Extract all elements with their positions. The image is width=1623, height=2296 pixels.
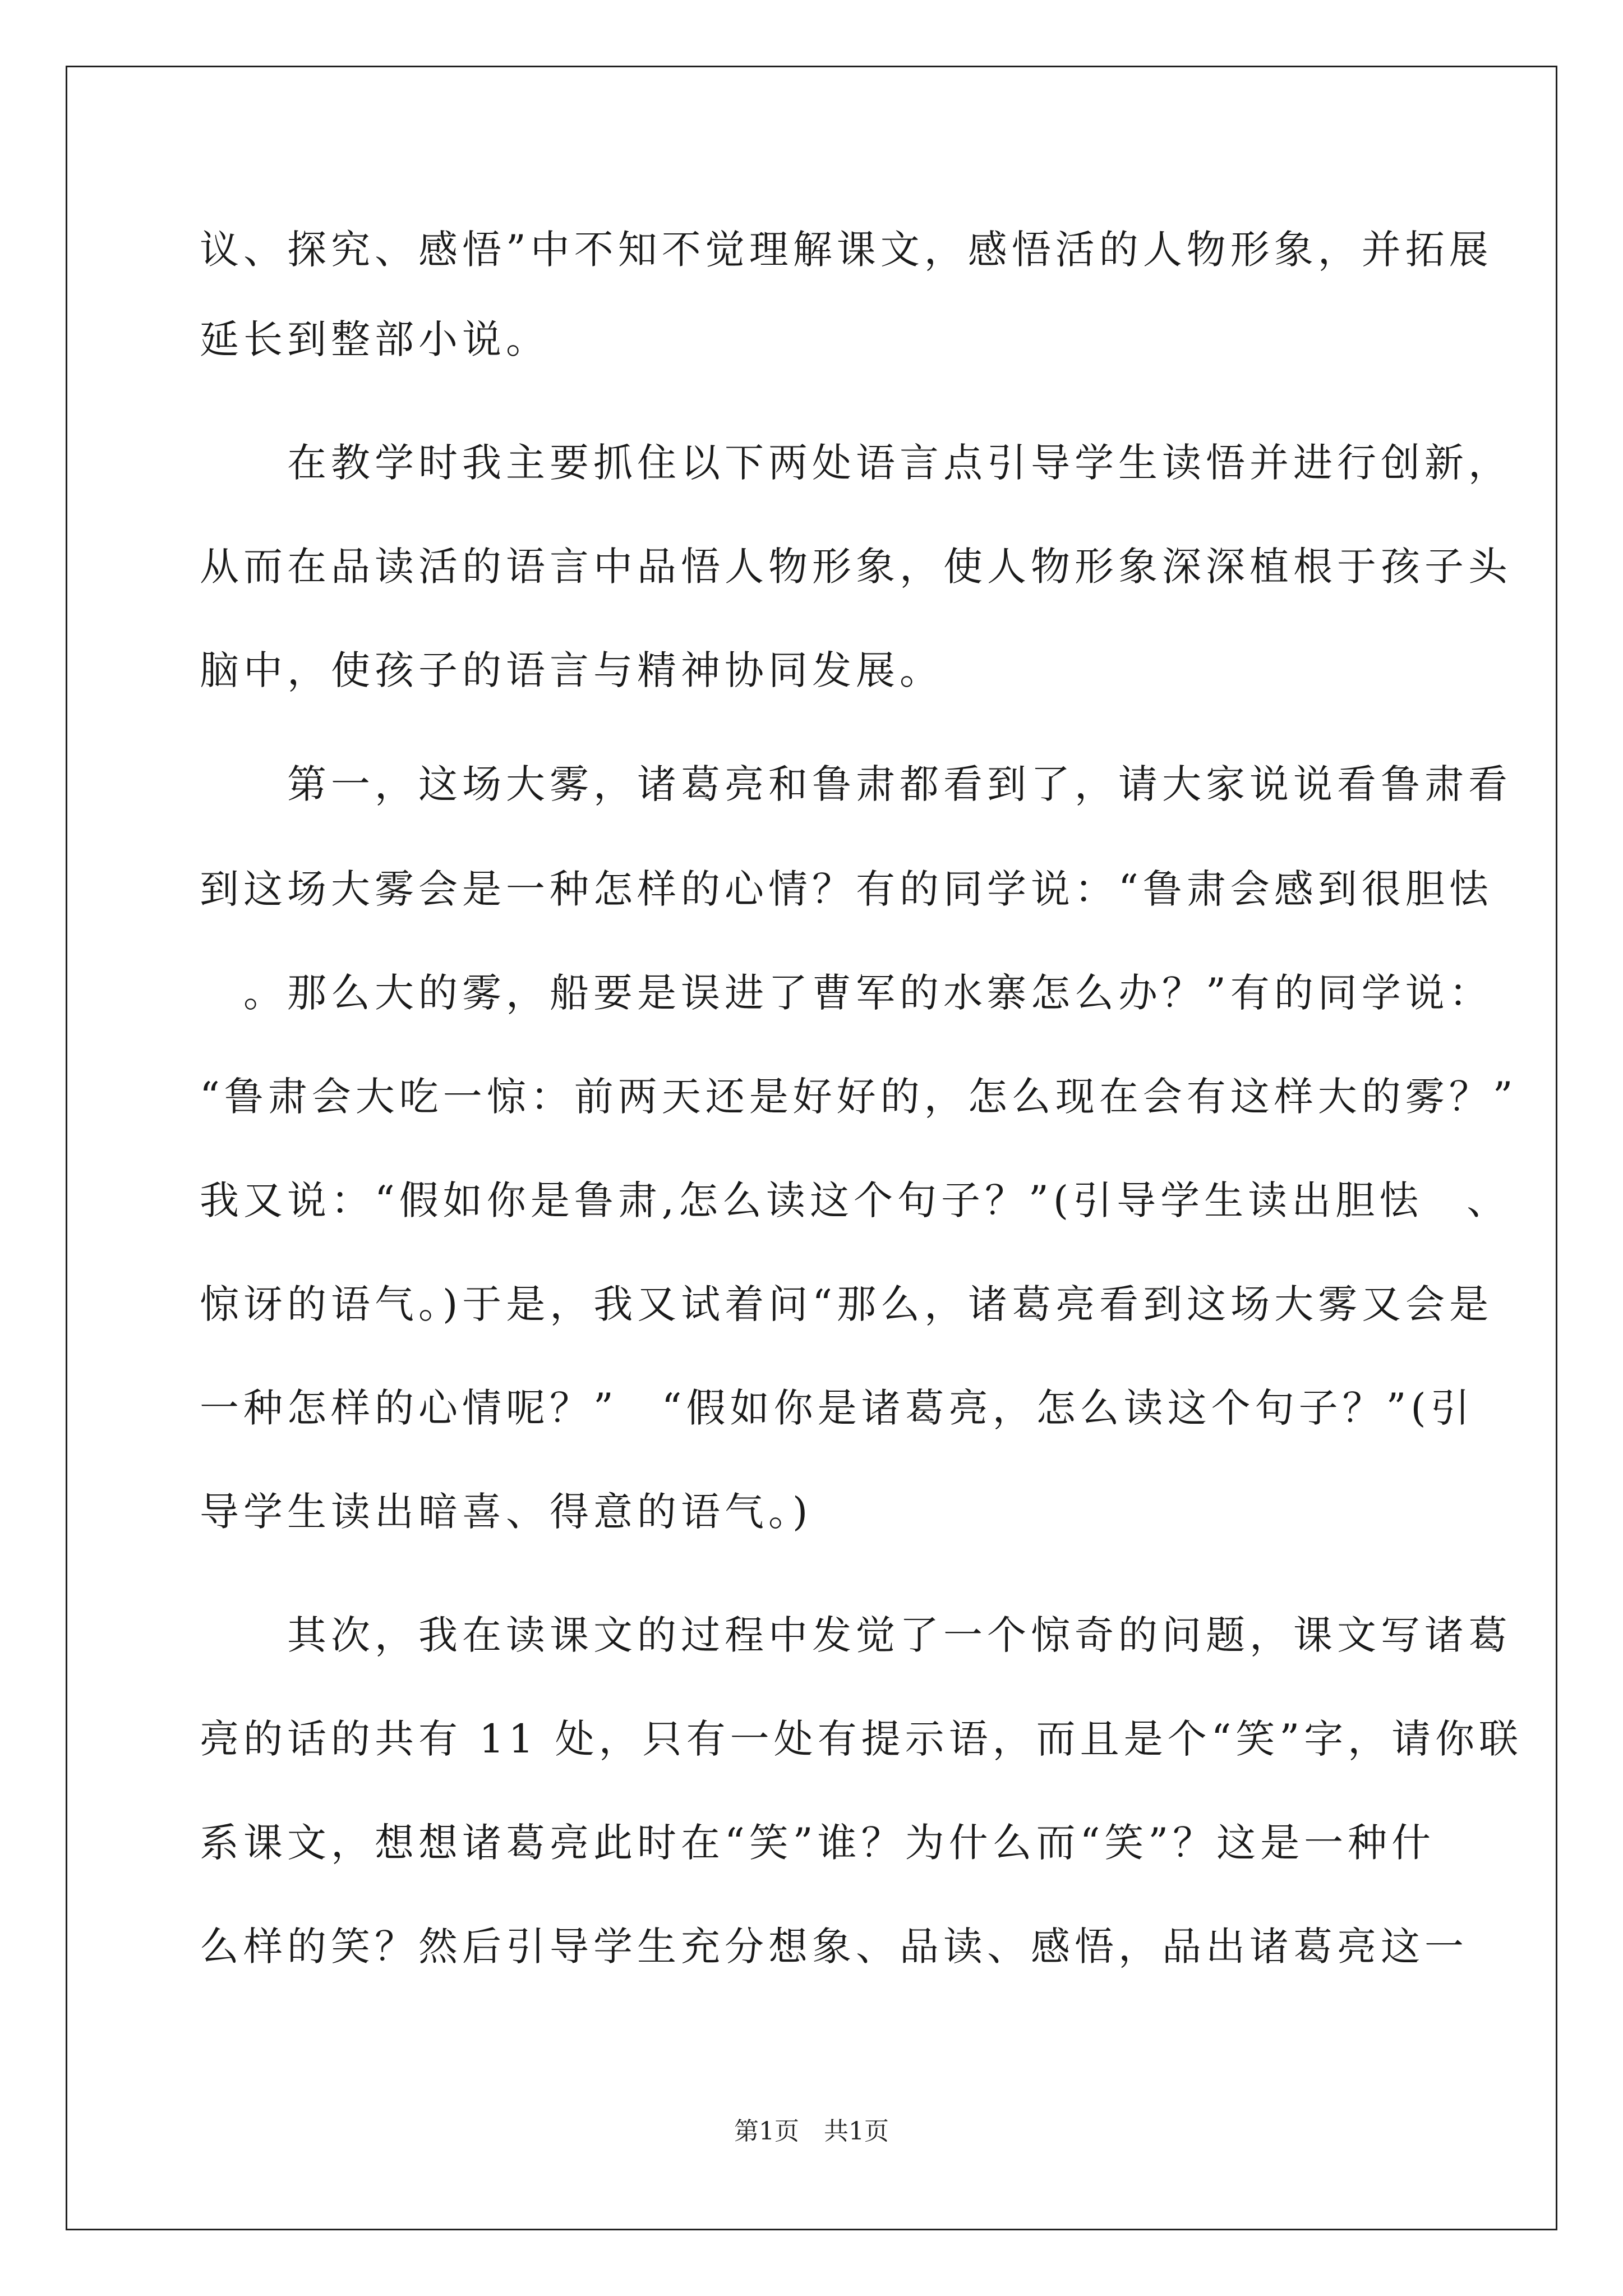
text-line: 导学生读出暗喜、得意的语气。) <box>200 1489 813 1535</box>
page-number-footer: 第1页 共1页 <box>734 2117 889 2146</box>
page-border <box>66 66 1557 2230</box>
text-line: 惊讶的语气。)于是，我又试着问“那么，诸葛亮看到这场大雾又会是 <box>200 1281 1493 1327</box>
text-line: 么样的笑？然后引导学生充分想象、品读、感悟，品出诸葛亮这一 <box>200 1924 1468 1970</box>
text-line: 其次，我在读课文的过程中发觉了一个惊奇的问题，课文写诸葛 <box>200 1612 1512 1658</box>
text-line: 。那么大的雾，船要是误进了曹军的水寨怎么办？”有的同学说： <box>200 970 1493 1016</box>
text-line: 第一，这场大雾，诸葛亮和鲁肃都看到了，请大家说说看鲁肃看 <box>200 761 1512 807</box>
text-line: 在教学时我主要抓住以下两处语言点引导学生读悟并进行创新， <box>200 440 1512 486</box>
text-line: 系课文，想想诸葛亮此时在“笑”谁？为什么而“笑”？这是一种什 <box>200 1820 1436 1866</box>
text-line: “鲁肃会大吃一惊：前两天还是好好的，怎么现在会有这样大的雾？” <box>200 1074 1518 1120</box>
text-line: 我又说：“假如你是鲁肃,怎么读这个句子？”(引导学生读出胆怯 、 <box>200 1177 1511 1223</box>
text-line: 从而在品读活的语言中品悟人物形象，使人物形象深深植根于孩子头 <box>200 544 1512 590</box>
text-line: 脑中，使孩子的语言与精神协同发展。 <box>200 647 943 693</box>
text-line: 亮的话的共有 11 处，只有一处有提示语，而且是个“笑”字，请你联 <box>200 1716 1523 1762</box>
text-line: 延长到整部小说。 <box>200 316 550 362</box>
text-line: 议、探究、感悟”中不知不觉理解课文，感悟活的人物形象，并拓展 <box>200 227 1493 273</box>
text-line: 一种怎样的心情呢？” “假如你是诸葛亮，怎么读这个句子？”(引 <box>200 1385 1474 1431</box>
text-line: 到这场大雾会是一种怎样的心情？有的同学说：“鲁肃会感到很胆怯 <box>200 866 1493 912</box>
